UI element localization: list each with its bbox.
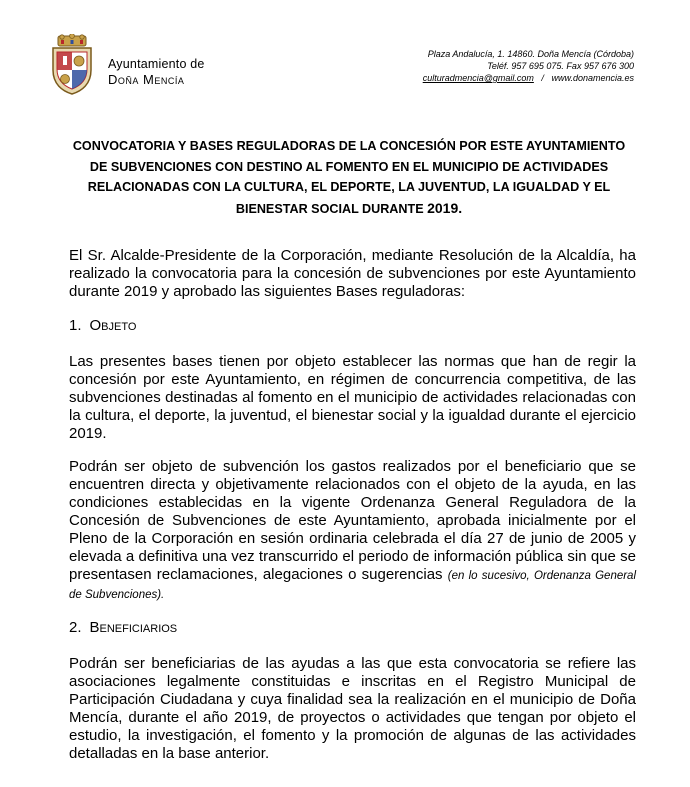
section-heading-objeto [69, 317, 636, 335]
org-line-1: Ayuntamiento de [108, 57, 205, 71]
coat-of-arms-icon [48, 34, 96, 96]
section-title: Beneficiarios [89, 619, 178, 636]
objeto-note: (en lo sucesivo, Ordenanza General de Subvenciones). [69, 570, 637, 601]
objeto-paragraph-1: Las presentes bases tienen por objeto establecer las normas que han de regir la concesión por este Ayuntamiento, en régimen de concurrencia competitiva, de las subvenciones destinadas al fomento en el municipio de actividades relacionadas con la cultura, el deporte, la juventud, el bienestar social y la igualdad durante el ejercicio 2019. [69, 353, 636, 442]
objeto-paragraph-2-text: Podrán ser objeto de subvención los gastos realizados por el beneficiario que se encuentren directa y objetivamente relacionados con el objeto de la ayuda, en las condiciones establecidas en la vigente Ordenanza General Reguladora de la Concesión de Subvenciones de este Ayuntamiento, aprobada inicialmente por el Pleno de la Corporación en sesión ordinaria celebrada el día 27 de junio de 2005 y elevada a definitiva una vez transcurrido el periodo de información pública sin que se presentasen reclamaciones, alegaciones o sugerencias [69, 458, 636, 583]
section-heading-beneficiarios [69, 619, 636, 637]
title-year: 2019. [427, 199, 463, 216]
letterhead [48, 34, 638, 98]
section-number: 1. [69, 317, 82, 334]
phones: Teléf. 957 695 075. Fax 957 676 300 [487, 61, 634, 71]
document-title [64, 136, 634, 219]
website-link[interactable]: www.donamencia.es [551, 73, 634, 83]
document-body [69, 247, 636, 763]
objeto-paragraph-2 [69, 458, 636, 604]
title-text: CONVOCATORIA Y BASES REGULADORAS DE LA CONCESIÓN POR ESTE AYUNTAMIENTO DE SUBVENCIONES CON DESTINO AL FOMENTO EN EL MUNICIPIO DE ACTIVIDADES RELACIONADAS CON LA CULTURA, EL DEPORTE, LA JUVENTUD, LA IGUALDAD Y EL BIENESTAR SOCIAL DURANTE [72, 139, 626, 216]
contact-block [423, 48, 634, 84]
section-number: 2. [69, 619, 82, 636]
beneficiarios-paragraph-1: Podrán ser beneficiarias de las ayudas a las que esta convocatoria se refiere las asociaciones legalmente constituidas e inscritas en el Registro Municipal de Participación Ciudadana y cuya finalidad sea la realización en el municipio de Doña Mencía, durante el año 2019, de proyectos o actividades que tengan por objeto el estudio, la investigación, el fomento y la promoción de algunas de las actividades detalladas en la base anterior. [69, 655, 636, 762]
email-link[interactable]: culturadmencia@gmail.com [422, 73, 534, 83]
organization-name [108, 56, 205, 88]
intro-paragraph: El Sr. Alcalde-Presidente de la Corporación, mediante Resolución de la Alcaldía, ha realizado la convocatoria para la concesión de subvenciones por este Ayuntamiento durante 2019 y aprobado las siguientes Bases reguladoras: [69, 247, 636, 300]
org-line-2: Doña Mencía [108, 72, 185, 87]
separator: / [541, 73, 544, 83]
section-title: Objeto [89, 317, 137, 334]
web-line [423, 72, 634, 84]
address: Plaza Andalucía, 1. 14860. Doña Mencía (Córdoba) [427, 49, 634, 59]
